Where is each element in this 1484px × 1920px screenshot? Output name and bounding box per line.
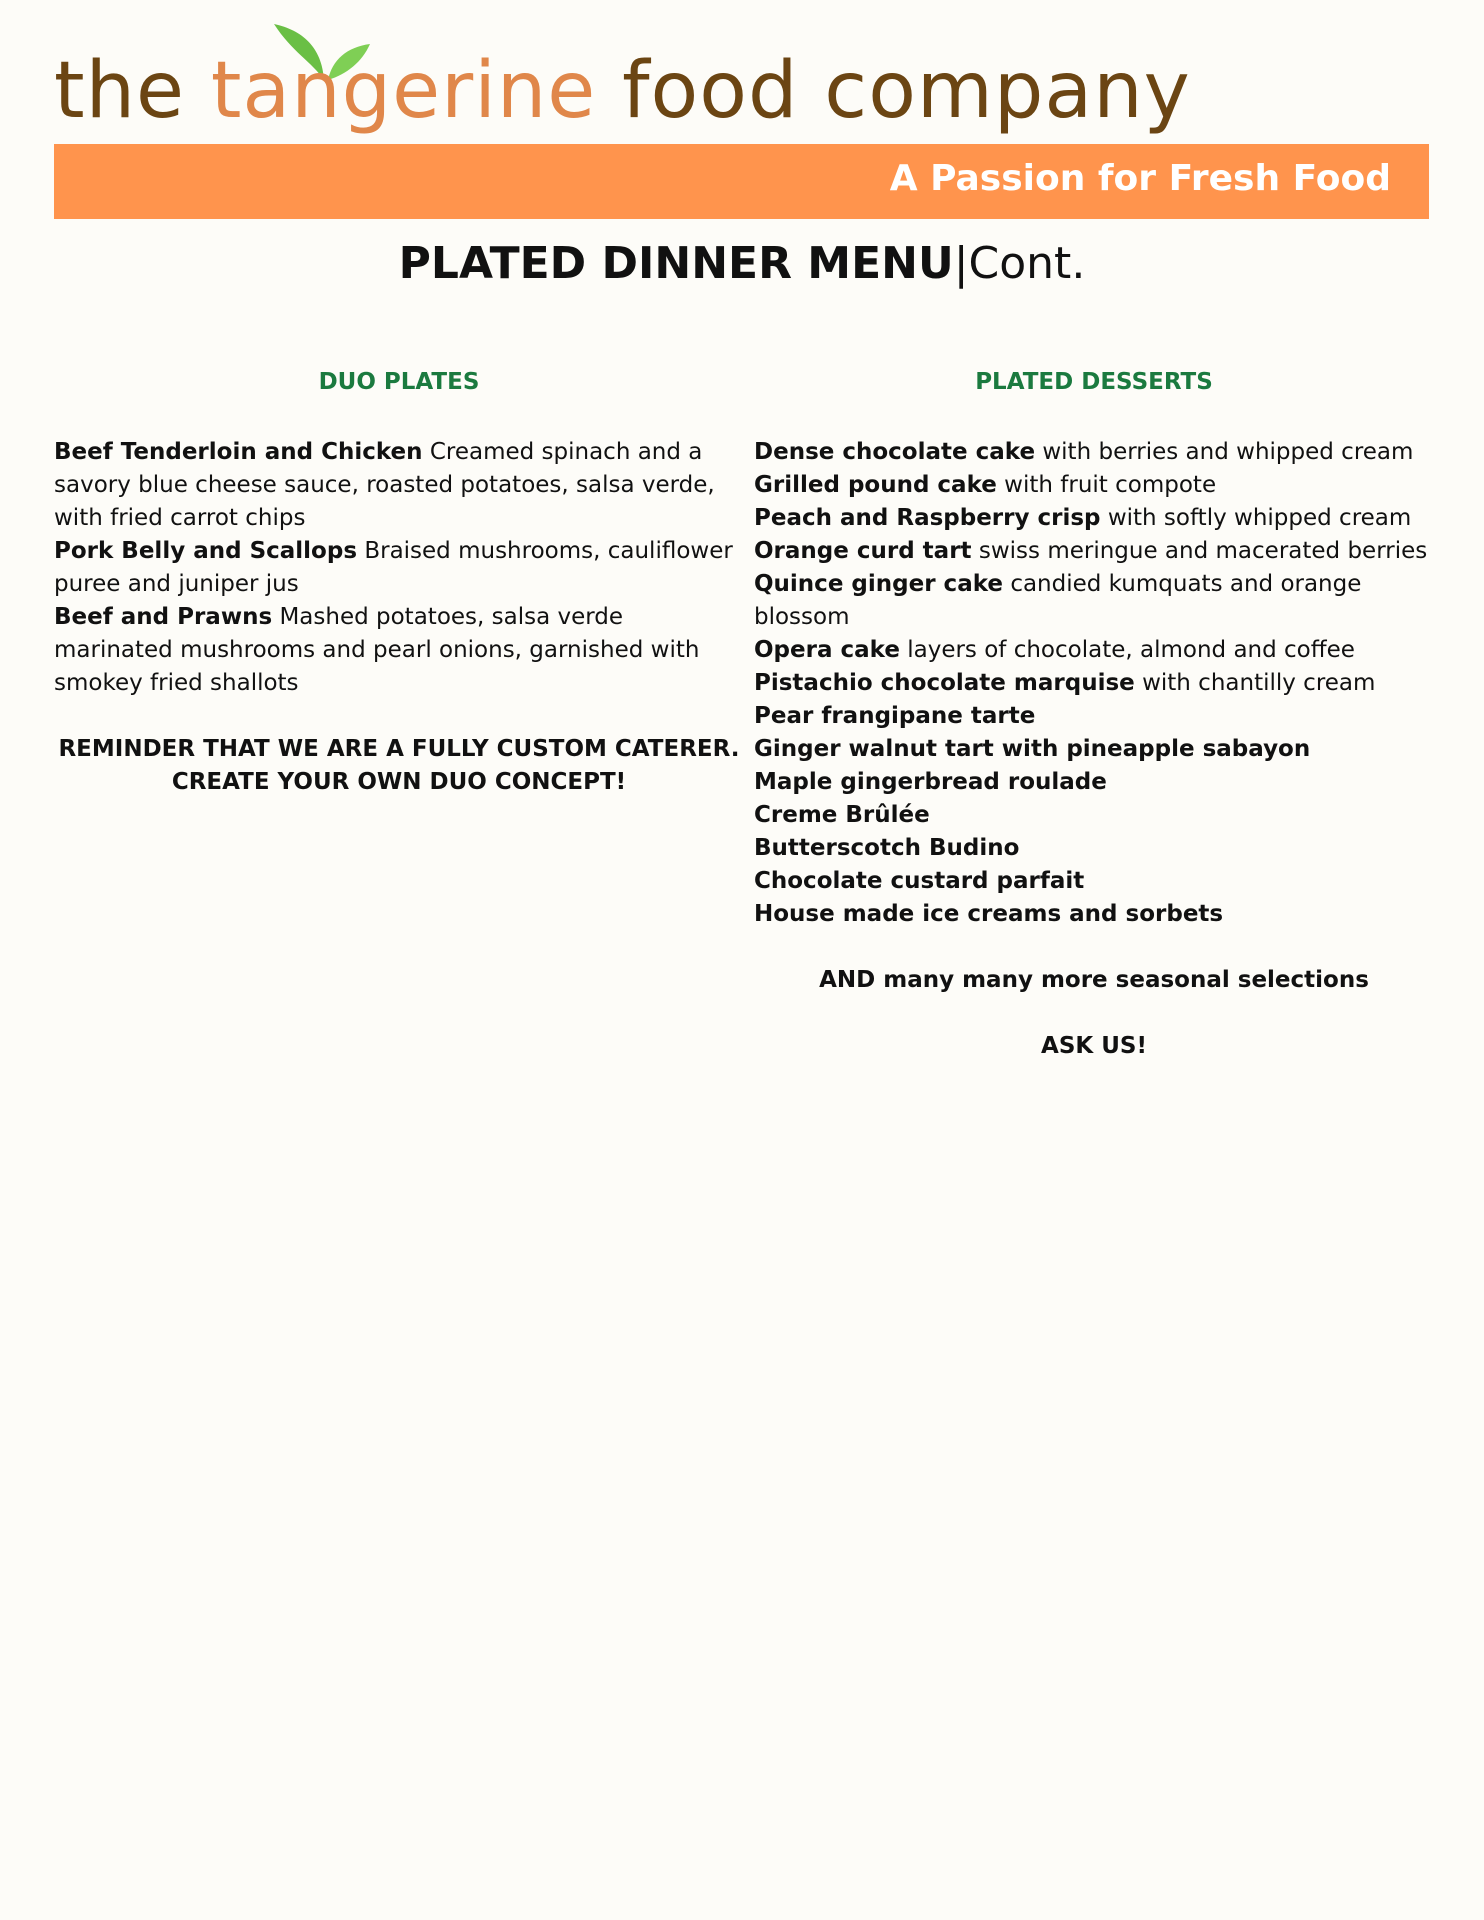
item-name: Quince ginger cake: [754, 570, 1003, 597]
item-description: with fruit compote: [1004, 471, 1217, 498]
duo-plates-section: [54, 368, 744, 799]
page-title-separator: |: [953, 238, 969, 289]
page-title-suffix: Cont.: [968, 238, 1086, 289]
item-description: swiss meringue and macerated berries: [978, 537, 1428, 564]
item-description: with softly whipped cream: [1107, 504, 1412, 531]
dessert-item: [754, 502, 1434, 535]
tagline: A Passion for Fresh Food: [889, 158, 1391, 199]
dessert-item: [754, 436, 1434, 469]
plated-desserts-section: [754, 368, 1434, 1063]
dessert-item: [754, 667, 1434, 700]
section-heading-plated-desserts: PLATED DESSERTS: [975, 369, 1213, 395]
item-name: Maple gingerbread roulade: [754, 768, 1107, 795]
item-description: layers of chocolate, almond and coffee: [907, 636, 1355, 663]
dessert-item: [754, 700, 1434, 733]
item-name: Butterscotch Budino: [754, 834, 1020, 861]
duo-plate-item: [54, 436, 744, 535]
dessert-item: [754, 832, 1434, 865]
dessert-item: [754, 733, 1434, 766]
item-description: candied kumquats and orange blossom: [754, 570, 1362, 630]
section-heading-duo-plates: DUO PLATES: [318, 369, 480, 395]
item-description: Mashed potatoes, salsa verde marinated mushrooms and pearl onions, garnished with smokey fried shallots: [54, 603, 700, 696]
item-name: Dense chocolate cake: [754, 438, 1036, 465]
page-title-main: PLATED DINNER MENU: [398, 238, 954, 289]
item-name: Pistachio chocolate marquise: [754, 669, 1135, 696]
item-name: Ginger walnut tart with pineapple sabayon: [754, 735, 1311, 762]
dessert-item: [754, 865, 1434, 898]
item-name: Pork Belly and Scallops: [54, 537, 358, 564]
item-name: Orange curd tart: [754, 537, 972, 564]
custom-caterer-reminder: REMINDER THAT WE ARE A FULLY CUSTOM CATERER.: [58, 735, 740, 762]
tagline-banner: [54, 144, 1429, 219]
item-name: Chocolate custard parfait: [754, 867, 1085, 894]
item-name: Beef and Prawns: [54, 603, 273, 630]
dessert-item: [754, 766, 1434, 799]
ask-us-note: ASK US!: [1041, 1032, 1147, 1059]
company-logo: [54, 22, 1191, 152]
dessert-item: [754, 634, 1434, 667]
create-duo-concept-note: CREATE YOUR OWN DUO CONCEPT!: [171, 768, 627, 795]
item-name: Grilled pound cake: [754, 471, 997, 498]
duo-plate-item: [54, 601, 744, 700]
page-title: [0, 238, 1484, 291]
logo-word-the: the: [54, 46, 186, 136]
item-description: with berries and whipped cream: [1042, 438, 1414, 465]
dessert-item: [754, 799, 1434, 832]
item-name: Peach and Raspberry crisp: [754, 504, 1101, 531]
item-name: Opera cake: [754, 636, 900, 663]
dessert-item: [754, 535, 1434, 568]
item-name: Pear frangipane tarte: [754, 702, 1036, 729]
more-selections-note: AND many many more seasonal selections: [819, 966, 1369, 993]
item-description: with chantilly cream: [1142, 669, 1376, 696]
logo-wordmark: [54, 46, 1191, 136]
dessert-item: [754, 568, 1434, 634]
logo-word-tangerine: tangerine: [210, 46, 597, 136]
item-name: Creme Brûlée: [754, 801, 930, 828]
item-description: Braised mushrooms, cauliflower puree and juniper jus: [54, 537, 733, 597]
duo-plate-item: [54, 535, 744, 601]
item-name: Beef Tenderloin and Chicken: [54, 438, 423, 465]
item-description: Creamed spinach and a savory blue cheese sauce, roasted potatoes, salsa verde, with fried carrot chips: [54, 438, 715, 531]
item-name: House made ice creams and sorbets: [754, 900, 1224, 927]
dessert-item: [754, 898, 1434, 931]
dessert-item: [754, 469, 1434, 502]
logo-word-food-company: food company: [622, 46, 1191, 136]
